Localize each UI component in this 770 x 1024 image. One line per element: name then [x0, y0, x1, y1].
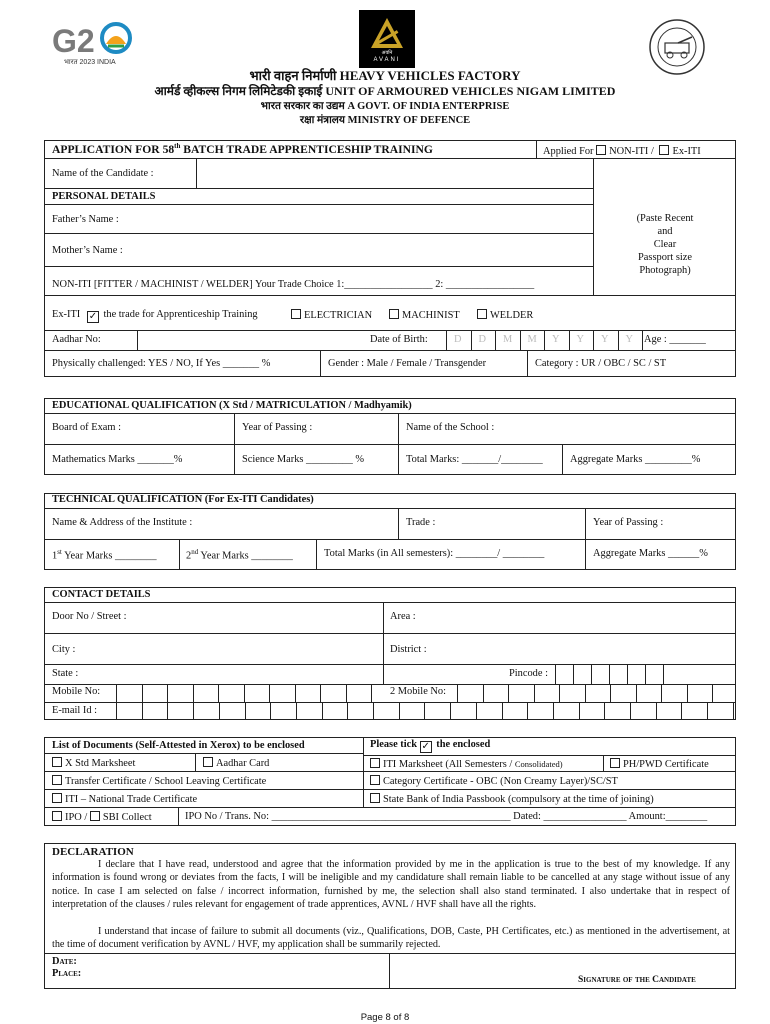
pincode-label: Pincode : — [509, 668, 548, 679]
pincode-digit-box[interactable] — [663, 664, 664, 684]
doc-iti-marksheet[interactable]: ITI Marksheet (All Semesters / Consolidated) — [370, 758, 563, 771]
dob-digit-placeholder: Y — [601, 334, 609, 345]
ph-pwd-checkbox[interactable] — [610, 758, 620, 768]
tick-heading: Please tick ✓ the enclosed — [370, 739, 491, 752]
photo-placeholder[interactable]: (Paste Recent and Clear Passport size Photograph) — [636, 213, 694, 276]
machinist-checkbox[interactable] — [389, 309, 399, 319]
email-char-box[interactable] — [116, 702, 117, 720]
mobile2-label: 2 Mobile No: — [390, 686, 446, 697]
header-line-1: भारी वाहन निर्माणी HEAVY VEHICLES FACTORY — [249, 68, 521, 83]
mobile-digit-box[interactable] — [167, 684, 168, 702]
mobile2-digit-box[interactable] — [508, 684, 509, 702]
tech-total-marks: Total Marks (in All semesters): ________/ ________ — [324, 548, 545, 559]
email-char-box[interactable] — [245, 702, 246, 720]
pincode-digit-box[interactable] — [645, 664, 646, 684]
doc-x-std[interactable]: X Std Marksheet — [52, 757, 135, 770]
email-char-box[interactable] — [373, 702, 374, 720]
maths-marks: Mathematics Marks _______% — [52, 454, 183, 465]
ex-iti-tick-icon[interactable]: ✓ — [88, 311, 98, 322]
city-label: City : — [52, 644, 76, 655]
trade-label: Trade : — [406, 517, 436, 528]
candidate-name-field[interactable] — [197, 159, 593, 188]
welder-option[interactable]: WELDER — [477, 309, 533, 322]
education-heading: EDUCATIONAL QUALIFICATION (X Std / MATRICULATION / Madhyamik) — [52, 400, 412, 411]
second-year-marks: 2nd Year Marks ________ — [186, 548, 293, 562]
mobile-digit-box[interactable] — [142, 684, 143, 702]
iti-marksheet-checkbox[interactable] — [370, 758, 380, 768]
mobile2-digit-box[interactable] — [457, 684, 458, 702]
electrician-option[interactable]: ELECTRICIAN — [291, 309, 372, 322]
welder-checkbox[interactable] — [477, 309, 487, 319]
applied-for-group: Applied For NON-ITI / Ex-ITI — [543, 146, 701, 157]
declaration-para-2: I understand that incase of failure to submit all documents (viz., Qualifications, DOB, Caste, PH Certificates, etc.) as mentioned in the advertisement, at the time of document verification by AVNL / HVF, my application shall be summarily rejected. — [52, 926, 730, 951]
contact-heading: CONTACT DETAILS — [52, 589, 151, 600]
email-char-box[interactable] — [604, 702, 605, 720]
email-char-box[interactable] — [142, 702, 143, 720]
machinist-option[interactable]: MACHINIST — [389, 309, 460, 322]
tech-year-passing: Year of Passing : — [593, 517, 664, 528]
aadhar-checkbox[interactable] — [203, 757, 213, 767]
signature-label: Signature of the Candidate — [578, 975, 696, 985]
email-char-box[interactable] — [553, 702, 554, 720]
dob-digit-box[interactable] — [544, 330, 545, 350]
doc-ipo-sbi[interactable]: IPO / SBI Collect — [52, 811, 152, 824]
doc-ph-pwd[interactable]: PH/PWD Certificate — [610, 758, 709, 771]
email-char-box[interactable] — [733, 702, 734, 720]
dob-digit-box[interactable] — [618, 330, 619, 350]
school-name-label: Name of the School : — [406, 422, 495, 433]
ex-iti-checkbox[interactable] — [659, 145, 669, 155]
pincode-digit-box[interactable] — [609, 664, 610, 684]
email-label: E-mail Id : — [52, 705, 98, 716]
dob-digit-placeholder: D — [478, 334, 487, 345]
header-line-4: रक्षा मंत्रालय MINISTRY OF DEFENCE — [299, 115, 471, 126]
email-char-box[interactable] — [579, 702, 580, 720]
non-iti-checkbox[interactable] — [596, 145, 606, 155]
email-char-box[interactable] — [347, 702, 348, 720]
mobile-digit-box[interactable] — [295, 684, 296, 702]
dob-label: Date of Birth: — [370, 334, 428, 345]
declaration-heading: DECLARATION — [52, 846, 134, 858]
mobile-label: Mobile No: — [52, 686, 101, 697]
mobile2-digit-box[interactable] — [661, 684, 662, 702]
page-number: Page 8 of 8 — [360, 1012, 410, 1023]
email-char-box[interactable] — [219, 702, 220, 720]
g20-logo — [50, 18, 135, 70]
aadhar-label: Aadhar No: — [52, 334, 101, 345]
gender-field: Gender : Male / Female / Transgender — [328, 358, 487, 369]
dob-digit-box[interactable] — [495, 330, 496, 350]
age-label: Age : _______ — [644, 334, 706, 345]
email-char-box[interactable] — [270, 702, 271, 720]
ipo-checkbox[interactable] — [52, 811, 62, 821]
email-char-box[interactable] — [630, 702, 631, 720]
mobile2-digit-box[interactable] — [687, 684, 688, 702]
header-line-3: भारत सरकार का उद्यम A GOVT. OF INDIA ENTERPRISE — [260, 101, 510, 112]
pincode-digit-box[interactable] — [573, 664, 574, 684]
mobile-digit-box[interactable] — [116, 684, 117, 702]
category-cert-checkbox[interactable] — [370, 775, 380, 785]
pincode-digit-box[interactable] — [591, 664, 592, 684]
dob-digit-box[interactable] — [446, 330, 447, 350]
ipo-trans-line: IPO No / Trans. No: ______________________________________________ Dated: ________________ Amount:________ — [185, 811, 708, 822]
form-title: APPLICATION FOR 58th BATCH TRADE APPRENTICESHIP TRAINING — [52, 142, 433, 156]
email-char-box[interactable] — [399, 702, 400, 720]
institute-label: Name & Address of the Institute : — [52, 517, 193, 528]
dob-digit-placeholder: Y — [625, 334, 634, 345]
sbi-passbook-checkbox[interactable] — [370, 793, 380, 803]
technical-heading: TECHNICAL QUALIFICATION (For Ex-ITI Candidates) — [52, 494, 314, 505]
sbi-collect-checkbox[interactable] — [90, 811, 100, 821]
avani-hindi: अवनि — [381, 50, 393, 56]
email-char-box[interactable] — [424, 702, 425, 720]
non-iti-trade-choice: NON-ITI [FITTER / MACHINIST / WELDER] Your Trade Choice 1:_________________ 2: _________________ — [52, 279, 535, 290]
dob-digit-placeholder: M — [503, 334, 513, 345]
iti-ntc-checkbox[interactable] — [52, 793, 62, 803]
mobile2-digit-box[interactable] — [559, 684, 560, 702]
avani-logo — [359, 10, 415, 68]
doc-transfer-cert[interactable]: Transfer Certificate / School Leaving Certificate — [52, 775, 266, 788]
email-char-box[interactable] — [296, 702, 297, 720]
board-label: Board of Exam : — [52, 422, 121, 433]
email-char-box[interactable] — [167, 702, 168, 720]
place-label: Place: — [52, 968, 82, 979]
mother-name-label: Mother’s Name : — [52, 245, 123, 256]
dob-digit-box[interactable] — [569, 330, 570, 350]
mobile-digit-box[interactable] — [244, 684, 245, 702]
mobile2-digit-box[interactable] — [534, 684, 535, 702]
mobile-digit-box[interactable] — [346, 684, 347, 702]
dob-digit-placeholder: Y — [552, 334, 560, 345]
mobile-digit-box[interactable] — [371, 684, 372, 702]
mobile-digit-box[interactable] — [193, 684, 194, 702]
mobile2-digit-box[interactable] — [483, 684, 484, 702]
edu-year-passing: Year of Passing : — [242, 422, 313, 433]
total-marks: Total Marks: _______/________ — [406, 454, 543, 465]
dob-box-end — [642, 330, 643, 350]
email-char-box[interactable] — [656, 702, 657, 720]
doc-category-cert[interactable]: Category Certificate - OBC (Non Creamy Layer)/SC/ST — [370, 775, 618, 788]
father-name-label: Father’s Name : — [52, 214, 119, 225]
documents-heading: List of Documents (Self-Attested in Xerox) to be enclosed — [52, 740, 305, 751]
mobile-digit-box[interactable] — [320, 684, 321, 702]
email-char-box[interactable] — [193, 702, 194, 720]
ex-iti-trade-row: Ex-ITI ✓ the trade for Apprenticeship Training — [52, 309, 258, 322]
physically-challenged: Physically challenged: YES / NO, If Yes _______ % — [52, 358, 271, 369]
mobile2-digit-box[interactable] — [712, 684, 713, 702]
email-char-box[interactable] — [707, 702, 708, 720]
mobile2-digit-box[interactable] — [636, 684, 637, 702]
dob-digit-placeholder: Y — [576, 334, 585, 345]
doc-sbi-passbook[interactable]: State Bank of India Passbook (compulsory at the time of joining) — [370, 793, 654, 806]
candidate-name-label: Name of the Candidate : — [52, 168, 154, 179]
svg-text:G2: G2 — [52, 23, 95, 59]
x-std-checkbox[interactable] — [52, 757, 62, 767]
mobile2-digit-box[interactable] — [585, 684, 586, 702]
science-marks: Science Marks _________ % — [242, 454, 365, 465]
electrician-checkbox[interactable] — [291, 309, 301, 319]
door-street-label: Door No / Street : — [52, 611, 127, 622]
tick-icon: ✓ — [421, 741, 430, 752]
personal-details-heading: PERSONAL DETAILS — [52, 191, 156, 202]
aggregate-marks: Aggregate Marks _________% — [570, 454, 701, 465]
first-year-marks: 1st Year Marks ________ — [52, 548, 157, 562]
dob-digit-box[interactable] — [593, 330, 594, 350]
email-char-box[interactable] — [476, 702, 477, 720]
state-label: State : — [52, 668, 79, 679]
g20-tagline: भारत 2023 INDIA — [64, 59, 116, 66]
email-char-box[interactable] — [322, 702, 323, 720]
mobile-digit-box[interactable] — [269, 684, 270, 702]
category-field: Category : UR / OBC / SC / ST — [535, 358, 667, 369]
pincode-digit-box[interactable] — [627, 664, 628, 684]
avani-text: AVANI — [373, 57, 401, 63]
dob-digit-box[interactable] — [520, 330, 521, 350]
declaration-para-1: I declare that I have read, understood and agree that the information provided by me in the application is true to the best of my knowledge. If any information is found wrong or deviates from the facts, I will be ineligible and my candidature shall remain liable to be cancelled at any stage without issue of any notice. In case I am selected on false / incorrect information, furnished by me, the selection shall also stand terminated. I also undertake that in respect of interpretation of the clauses / rules relevant for engagement of trade apprentices, AVNL / HVF shall have all the rights. — [52, 859, 730, 911]
pincode-digit-box[interactable] — [555, 664, 556, 684]
doc-iti-ntc[interactable]: ITI – National Trade Certificate — [52, 793, 197, 806]
email-char-box[interactable] — [527, 702, 528, 720]
district-label: District : — [390, 644, 427, 655]
tech-aggregate: Aggregate Marks ______% — [593, 548, 708, 559]
transfer-cert-checkbox[interactable] — [52, 775, 62, 785]
dob-digit-placeholder: M — [527, 334, 537, 345]
dob-digit-placeholder: D — [454, 334, 462, 345]
email-char-box[interactable] — [450, 702, 451, 720]
mobile2-digit-box[interactable] — [610, 684, 611, 702]
date-label: Date: — [52, 956, 77, 967]
email-char-box[interactable] — [502, 702, 503, 720]
doc-aadhar[interactable]: Aadhar Card — [203, 757, 269, 770]
dob-digit-box[interactable] — [471, 330, 472, 350]
mobile-digit-box[interactable] — [218, 684, 219, 702]
header-line-2: आर्मर्ड व्हीकल्स निगम लिमिटेडकी इकाई UNIT OF ARMOURED VEHICLES NIGAM LIMITED — [154, 84, 616, 98]
area-label: Area : — [390, 611, 416, 622]
email-char-box[interactable] — [681, 702, 682, 720]
